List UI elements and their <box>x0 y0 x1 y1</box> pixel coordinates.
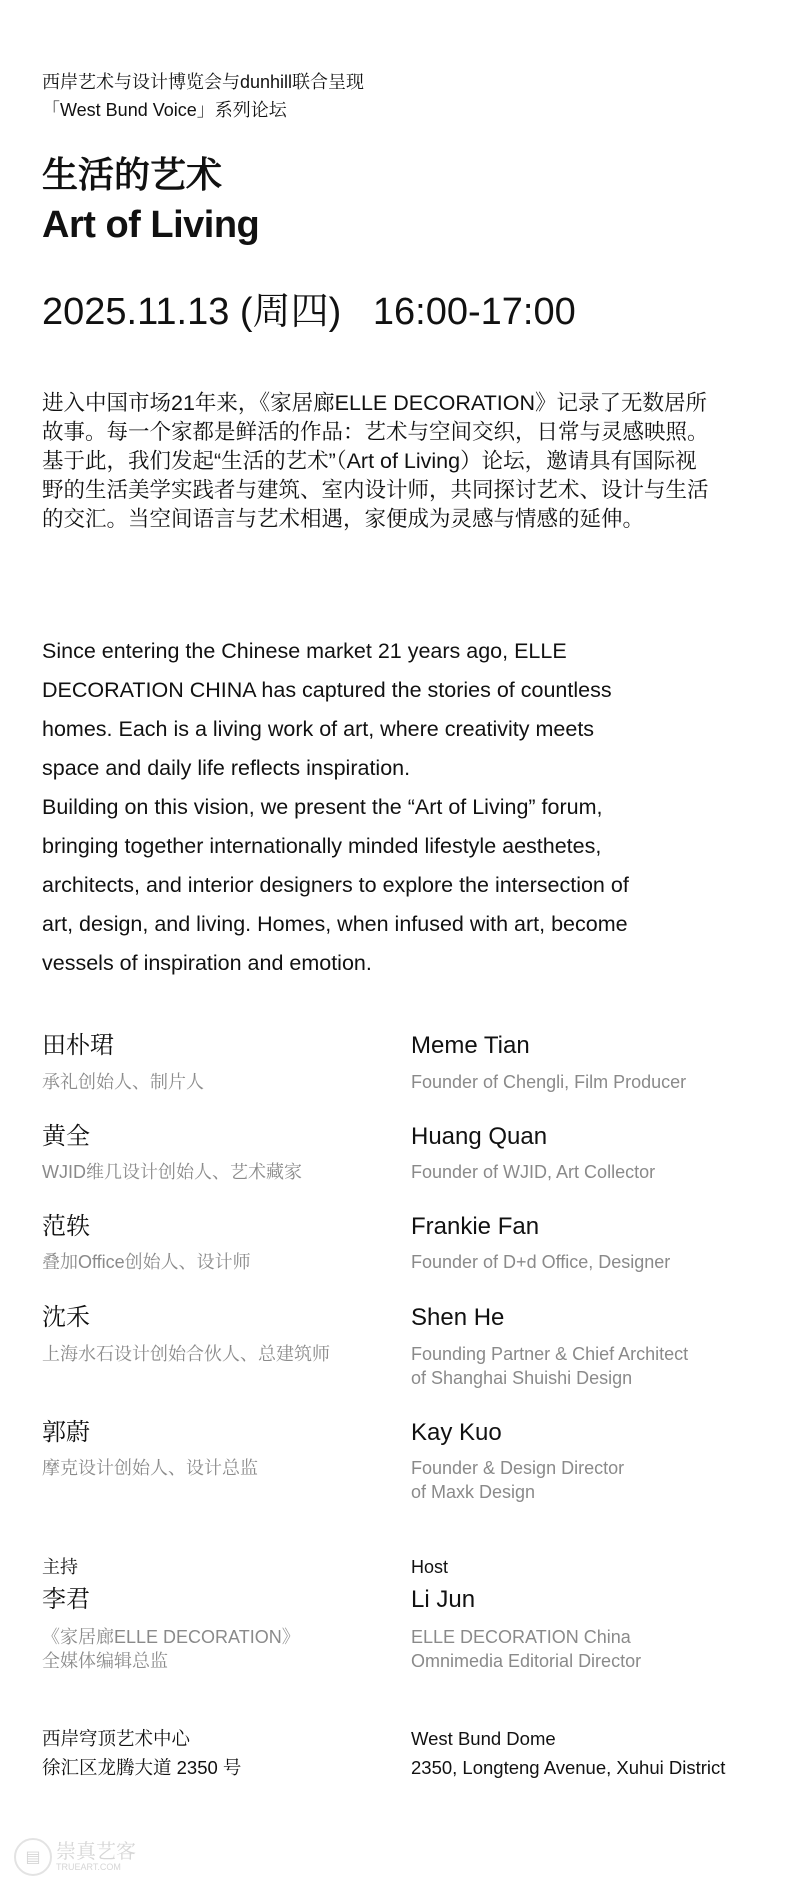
speaker-role-en: Founding Partner & Chief Architect of Shanghai Shuishi Design <box>411 1344 689 1388</box>
speaker-name-cn: 黄全 <box>42 1123 90 1150</box>
host-role-en: ELLE DECORATION China Omnimedia Editorial Director <box>411 1627 642 1671</box>
speaker-role-cn: 承礼创始人、制片人 <box>42 1072 204 1092</box>
watermark-icon: ▤ <box>14 1838 52 1876</box>
speaker-role-cn: 上海水石设计创始合伙人、总建筑师 <box>42 1344 330 1364</box>
page-title-cn: 生活的艺术 <box>42 154 223 195</box>
watermark-text-cn: 崇真艺客 <box>56 1841 136 1863</box>
speaker-role-en: Founder of Chengli, Film Producer <box>411 1072 687 1092</box>
intro-paragraph-en: Since entering the Chinese market 21 years ago, ELLE DECORATION CHINA has captured the stories of countless homes. Each is a living work of art, where creativity meets space and daily life reflects inspiration. Building on this vision, we present the “Art of Living” forum, bringing together internationally minded lifestyle aesthetes, architects, and interior designers to explore the intersection of art, design, and living. Homes, when infused with art, become vessels of inspiration and emotion. <box>42 639 629 975</box>
header-presenter-line: 西岸艺术与设计博览会与dunhill联合呈现 <box>42 72 365 92</box>
page-title-en: Art of Living <box>42 204 260 246</box>
host-role-cn: 《家居廊ELLE DECORATION》 全媒体编辑总监 <box>42 1627 300 1671</box>
speaker-name-cn: 郭蔚 <box>42 1419 90 1446</box>
speaker-role-cn: 摩克设计创始人、设计总监 <box>42 1458 258 1478</box>
watermark-text-en: TRUEART.COM <box>56 1862 121 1872</box>
intro-paragraph-cn: 进入中国市场21年来，《家居廊ELLE DECORATION》记录了无数居所 故事。每一个家都是鲜活的作品：艺术与空间交织，日常与灵感映照。 基于此，我们发起“生活的艺术”（Art of Living）论坛，邀请具有国际视 野的生活美学实践者与建筑、室内设计师，共同探讨艺术、设计与生活 的交汇。当空间语言与艺术相遇，家便成为灵感与情感的延伸。 <box>42 391 709 531</box>
speaker-name-cn: 范轶 <box>42 1213 90 1240</box>
speaker-name-en: Frankie Fan <box>411 1213 540 1240</box>
event-datetime: 2025.11.13 (周四) 16:00-17:00 <box>42 291 576 333</box>
host-name-en: Li Jun <box>411 1586 476 1613</box>
host-label-cn: 主持 <box>42 1557 78 1577</box>
venue-en: West Bund Dome 2350, Longteng Avenue, Xuhui District <box>411 1728 726 1778</box>
speaker-role-en: Founder & Design Director of Maxk Design <box>411 1458 625 1502</box>
speaker-name-en: Huang Quan <box>411 1123 548 1150</box>
speaker-role-en: Founder of D+d Office, Designer <box>411 1252 671 1272</box>
header-series-line: 「West Bund Voice」系列论坛 <box>42 100 287 120</box>
speaker-role-cn: 叠加Office创始人、设计师 <box>42 1252 251 1272</box>
speaker-name-cn: 沈禾 <box>42 1304 90 1331</box>
watermark-logo <box>14 1838 136 1876</box>
host-label-en: Host <box>411 1557 449 1577</box>
speaker-name-en: Kay Kuo <box>411 1419 502 1446</box>
speaker-role-cn: WJID维几设计创始人、艺术藏家 <box>42 1162 302 1182</box>
speaker-name-en: Meme Tian <box>411 1032 530 1059</box>
speaker-role-en: Founder of WJID, Art Collector <box>411 1162 656 1182</box>
speaker-name-cn: 田朴珺 <box>42 1032 114 1059</box>
speaker-name-en: Shen He <box>411 1304 505 1331</box>
venue-cn: 西岸穹顶艺术中心 徐汇区龙腾大道 2350 号 <box>42 1728 242 1778</box>
host-name-cn: 李君 <box>42 1586 90 1613</box>
